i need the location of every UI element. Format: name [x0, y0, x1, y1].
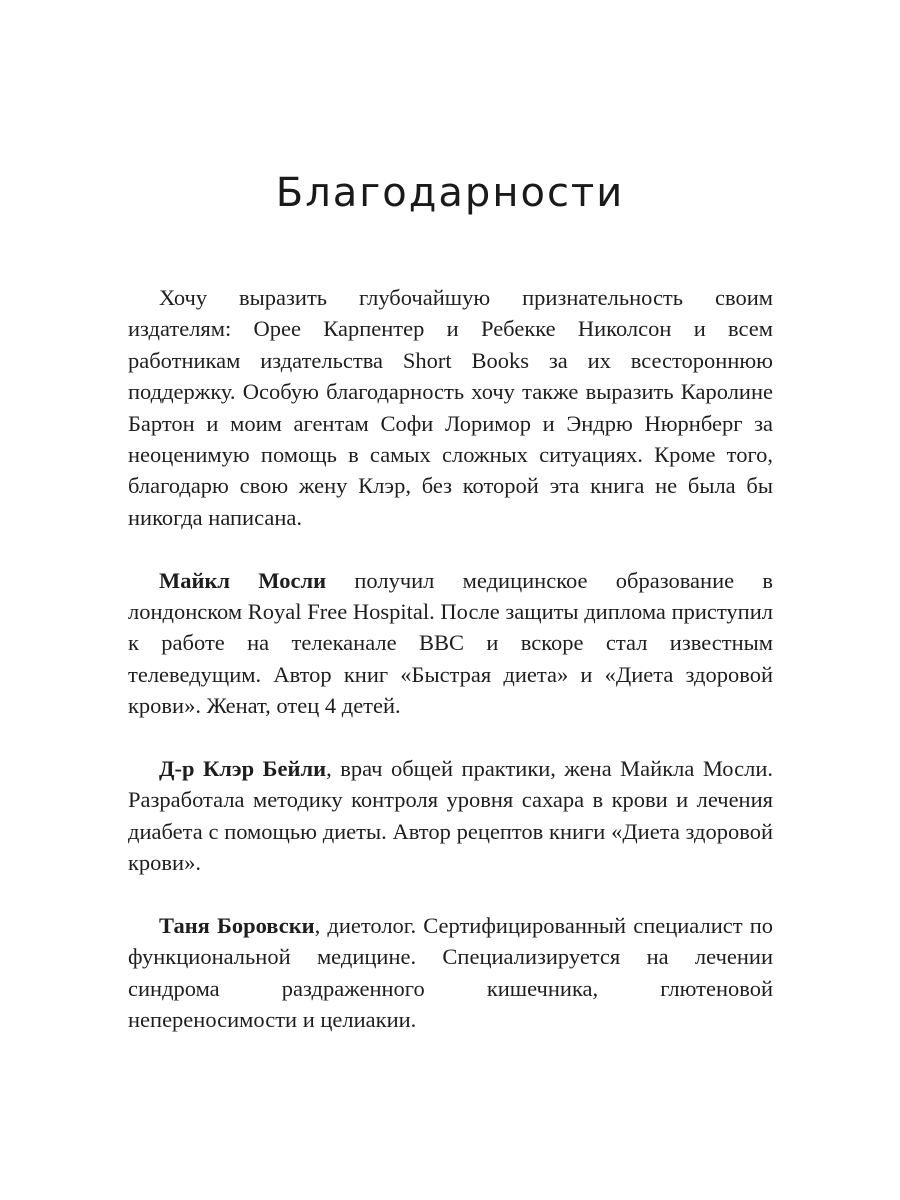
author-name: Майкл Мосли [159, 567, 327, 593]
acknowledgements-paragraph [128, 282, 773, 533]
author-bio-text: получил медицинское образование в лондонском Royal Free Hospital. После защиты диплома приступил к работе на телеканале BBC и вскоре стал известным телеведущим. Автор книг «Быстрая диета» и «Диета здоровой крови». Женат, отец 4 детей. [128, 567, 773, 719]
author-bio-mosley [128, 565, 773, 722]
author-name: Таня Боровски [159, 913, 315, 939]
author-bio-borovski [128, 910, 773, 1036]
author-name: Д-р Клэр Бейли [159, 756, 327, 782]
paragraph-text: Хочу выразить глубочайшую признательность своим издателям: Орее Карпентер и Ребекке Николсон и всем работникам издательства Short Books за их всестороннюю поддержку. Особую благодарность хочу также выразить Каролине Бартон и моим агентам Софи Лоримор и Эндрю Нюрнберг за неоценимую помощь в самых сложных ситуациях. Кроме того, благодарю свою жену Клэр, без которой эта книга не была бы никогда написана. [128, 285, 773, 530]
page-title: Благодарности [275, 170, 625, 216]
author-bio-text: , диетолог. Сертифицированный специалист по функциональной медицине. Специализируется на лечении синдрома раздраженного кишечника, глютеновой непереносимости и целиакии. [128, 913, 773, 1033]
author-bio-bailey [128, 753, 773, 879]
author-bio-text: , врач общей практики, жена Майкла Мосли. Разработала методику контроля уровня сахара в крови и лечения диабета с помощью диеты. Автор рецептов книги «Диета здоровой крови». [128, 756, 773, 876]
page-body [128, 282, 773, 1036]
